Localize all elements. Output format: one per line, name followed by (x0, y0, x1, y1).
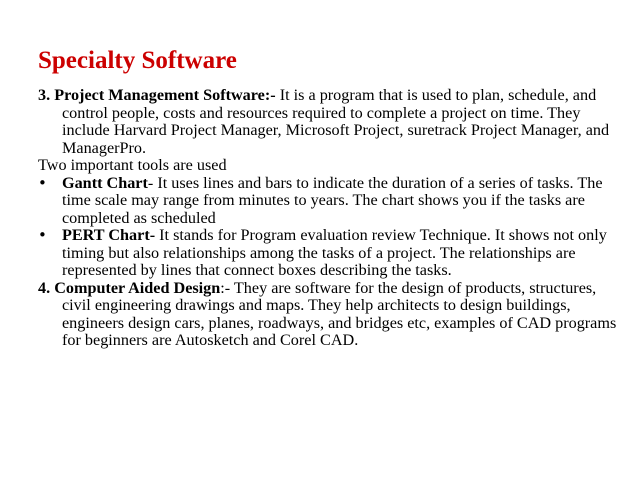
tools-intro: Two important tools are used (38, 156, 227, 174)
bullet-gantt-chart (38, 175, 628, 228)
bullet-pert-chart (38, 227, 628, 280)
project-management-paragraph (38, 87, 628, 157)
gantt-chart-heading: Gantt Chart (62, 173, 148, 192)
cad-heading: 4. Computer Aided Design (38, 278, 221, 297)
pert-chart-text: It stands for Program evaluation review Technique. It shows not only timing but also relationships among the tasks of a project. The relationships are represented by lines that connect boxes describing the tasks. (62, 226, 607, 279)
slide-title: Specialty Software (38, 47, 237, 74)
bullet-icon: • (38, 226, 47, 244)
project-management-heading: 3. Project Management Software:- (38, 86, 276, 104)
project-management-text: It is a program that is used to plan, schedule, and control people, costs and resources required to complete a project on time. They include Harvard Project Manager, Microsoft Project, suretrack Project Manager, and ManagerPro. (62, 86, 610, 157)
cad-text: :- They are software for the design of products, structures, civil engineering drawings and maps. They help architects to design buildings, engineers design cars, planes, roadways, and bridges etc, examples of CAD programs for beginners are Autosketch and Corel CAD. (62, 278, 617, 349)
bullet-icon: • (38, 173, 47, 192)
pert-chart-heading: PERT Chart- (62, 226, 156, 244)
cad-paragraph (38, 280, 628, 350)
gantt-chart-text: - It uses lines and bars to indicate the duration of a series of tasks. The time scale may range from minutes to years. The chart shows you if the tasks are completed as scheduled (62, 173, 603, 227)
slide-body (38, 87, 628, 350)
